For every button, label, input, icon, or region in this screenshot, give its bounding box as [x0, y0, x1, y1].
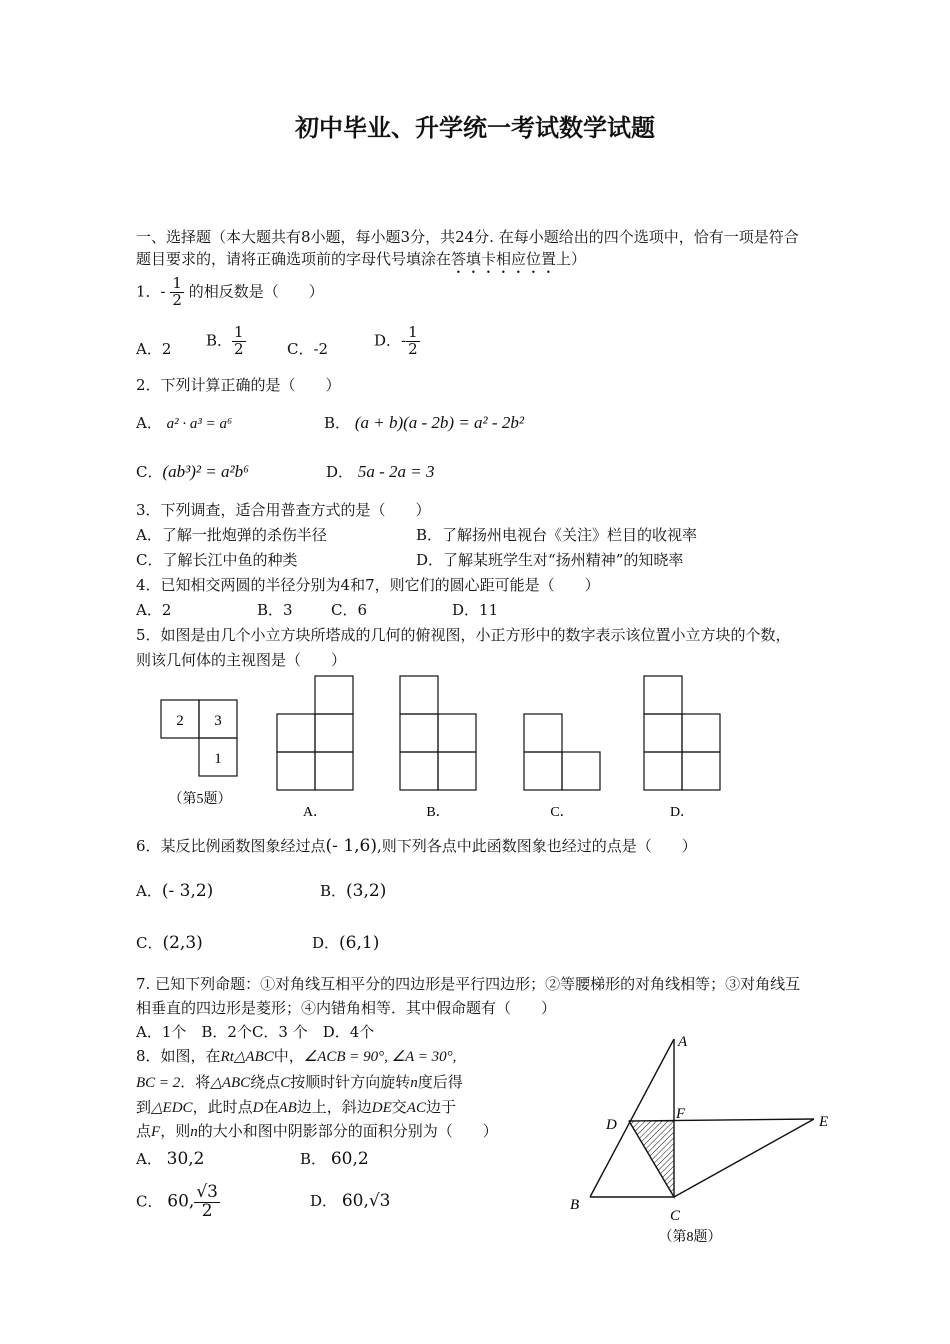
q6-a-label: A． — [136, 882, 162, 900]
q8-text: 8．如图，在 — [136, 1047, 221, 1065]
q8-text: 绕点 — [250, 1073, 281, 1091]
q6-option-c — [136, 932, 203, 953]
q8-b-value: 60,2 — [330, 1149, 369, 1169]
q6-option-a — [136, 880, 213, 901]
section-heading-line2 — [136, 248, 586, 277]
q1-b-fraction — [232, 325, 246, 358]
q8-option-c — [136, 1184, 220, 1221]
q8-math: n — [190, 1124, 198, 1140]
q8-math: C — [280, 1075, 291, 1091]
q8-caption: （第8题） — [658, 1230, 722, 1245]
q6-d-label: D． — [312, 934, 340, 952]
q4-option-b: B．3 — [257, 601, 293, 619]
label-a: A — [678, 1034, 688, 1050]
q3-option-d: D．了解某班学生对“扬州精神”的知晓率 — [416, 551, 684, 569]
q1-d-fraction — [406, 325, 420, 358]
q8-c-label: C． — [136, 1192, 163, 1211]
q1-option-b — [206, 325, 246, 358]
q1-fraction — [170, 276, 184, 309]
q2-c-expr: (ab³)² = a²b⁶ — [162, 462, 249, 481]
q8-text: 在 — [263, 1098, 279, 1116]
q2-b-label: B． — [324, 414, 351, 432]
q8-text: ，此时点 — [192, 1098, 253, 1116]
q8-text: 中， — [273, 1047, 304, 1065]
q6-d-value: (6,1) — [339, 933, 380, 953]
q8-math: △EDC — [151, 1100, 193, 1116]
q3-option-b: B．了解扬州电视台《关注》栏目的收视率 — [416, 526, 698, 544]
q1-frac-num: 1 — [172, 274, 182, 292]
q8-line3 — [136, 1096, 456, 1117]
q8-b-label: B． — [300, 1150, 327, 1168]
q3-option-a: A．了解一批炮弹的杀伤半径 — [136, 526, 327, 544]
q2-b-expr: (a + b)(a - 2b) = a² - 2b² — [354, 413, 524, 432]
q8-math: BC = 2 — [136, 1075, 181, 1091]
q2-option-c — [136, 461, 249, 482]
q8-math: AB — [278, 1100, 297, 1116]
q8-text: 的大小和图中阴影部分的面积分别为（ ） — [197, 1122, 498, 1140]
q2-c-label: C． — [136, 463, 163, 481]
heading-emphasis: 答填卡相应位置 — [451, 250, 557, 268]
q8-text: 按顺时针方向旋转 — [290, 1073, 411, 1091]
q3-option-c: C．了解长江中鱼的种类 — [136, 551, 298, 569]
q6-prefix: 6．某反比例函数图象经过点 — [136, 837, 326, 855]
segment-de — [629, 1119, 814, 1121]
q1-prefix: 1．- — [136, 282, 166, 301]
q5-grid-value: 2 — [176, 713, 184, 729]
q8-math: n — [410, 1075, 418, 1091]
q6-b-value: (3,2) — [346, 881, 387, 901]
q1-stem — [136, 276, 324, 309]
label-d: D — [606, 1117, 617, 1133]
q7-line2: 相垂直的四边形是菱形；④内错角相等．其中假命题有（ ） — [136, 999, 557, 1017]
q1-frac-den: 2 — [172, 290, 182, 309]
q6-c-value: (2,3) — [162, 933, 203, 953]
q2-stem: 2．下列计算正确的是（ ） — [136, 376, 341, 394]
q8-option-b — [300, 1148, 369, 1169]
q4-option-a: A．2 — [136, 601, 172, 619]
label-b: B — [570, 1197, 580, 1213]
q1-option-c: C．-2 — [287, 340, 329, 358]
q1-b-den: 2 — [234, 339, 244, 358]
q1-option-d — [374, 325, 420, 358]
q8-figure — [560, 1025, 850, 1255]
q7-line1: 7. 已知下列命题：①对角线互相平分的四边形是平行四边形；②等腰梯形的对角线相等；③对角线互 — [136, 975, 801, 993]
q1-b-label: B． — [206, 331, 233, 350]
q8-math: ∠ACB = 90°, ∠A = 30°, — [303, 1049, 457, 1065]
q8-text: ．将 — [180, 1073, 211, 1091]
q8-text: ，则 — [160, 1122, 191, 1140]
q6-b-label: B． — [320, 882, 347, 900]
q8-a-value: 30,2 — [166, 1149, 205, 1169]
q5-grid-value: 1 — [214, 751, 222, 767]
q8-a-label: A． — [136, 1150, 162, 1168]
q2-a-expr: a² · a³ = a⁶ — [166, 416, 233, 432]
q8-line1 — [136, 1045, 456, 1066]
q8-text: 度后得 — [417, 1073, 463, 1091]
q2-a-label: A． — [136, 414, 162, 432]
q6-a-value: (- 3,2) — [161, 881, 214, 901]
q8-option-a — [136, 1148, 204, 1169]
q6-stem — [136, 835, 697, 856]
q5-line1: 5．如图是由几个小立方块所塔成的几何的俯视图，小正方形中的数字表示该位置小立方块的个数， — [136, 626, 791, 644]
q8-c-num: √3 — [196, 1182, 218, 1202]
q4-option-d: D．11 — [452, 601, 499, 619]
q2-option-d — [326, 461, 434, 482]
q6-option-d — [312, 932, 379, 953]
q8-option-d — [310, 1190, 391, 1211]
q5-line2: 则该几何体的主视图是（ ） — [136, 651, 347, 669]
q5-label-a: A． — [302, 805, 328, 820]
q8-math: △ABC — [210, 1075, 251, 1091]
q8-c-den: 2 — [201, 1200, 213, 1221]
q8-text: 点 — [136, 1122, 152, 1140]
q2-d-expr: 5a - 2a = 3 — [357, 462, 435, 481]
q1-d-num: 1 — [408, 323, 418, 341]
q3-stem: 3．下列调查，适合用普查方式的是（ ） — [136, 501, 431, 519]
q5-caption: （第5题） — [168, 792, 232, 807]
segment-ec — [674, 1119, 814, 1197]
q8-text: 边上，斜边 — [296, 1098, 372, 1116]
page-title: 初中毕业、升学统一考试数学试题 — [295, 114, 655, 142]
q4-stem: 4．已知相交两圆的半径分别为4和7，则它们的圆心距可能是（ ） — [136, 576, 600, 594]
q1-b-num: 1 — [234, 323, 244, 341]
label-f: F — [676, 1106, 686, 1122]
q5-grid-value: 3 — [214, 713, 222, 729]
q8-math: Rt△ABC — [220, 1049, 274, 1065]
q2-option-b — [324, 412, 524, 433]
q5-label-c: C． — [550, 805, 574, 820]
q6-option-b — [320, 880, 386, 901]
q8-text: 边于 — [425, 1098, 456, 1116]
heading-text: 题目要求的，请将正确选项前的字母代号填涂在 — [136, 250, 452, 268]
q6-point: (- 1,6) — [325, 836, 377, 856]
q5-label-b: B． — [426, 805, 450, 820]
q8-math: D — [252, 1100, 264, 1116]
q8-line2 — [136, 1071, 463, 1092]
q6-suffix: ,则下列各点中此函数图象也经过的点是（ ） — [377, 837, 697, 855]
q8-c-fraction — [194, 1184, 220, 1221]
q2-option-a — [136, 412, 232, 433]
q1-d-label: D．- — [374, 331, 407, 350]
section-heading-line1: 一、选择题（本大题共有8小题，每小题3分，共24分. 在每小题给出的四个选项中，恰有一项是符合 — [136, 228, 799, 246]
label-e: E — [819, 1114, 829, 1130]
q8-math: AC — [406, 1100, 426, 1116]
q5-label-d: D． — [669, 805, 695, 820]
q8-d-label: D． — [310, 1192, 338, 1210]
label-c: C — [670, 1208, 681, 1224]
q8-line4 — [136, 1120, 498, 1141]
q8-text: 到 — [136, 1098, 152, 1116]
heading-tail: 上） — [556, 250, 587, 268]
q1-d-den: 2 — [408, 339, 418, 358]
q8-c-prefix: 60, — [167, 1191, 195, 1212]
q4-option-c: C．6 — [331, 601, 368, 619]
q8-d-value: 60,√3 — [341, 1191, 391, 1211]
q1-option-a: A．2 — [136, 340, 172, 358]
q8-math: F — [151, 1124, 161, 1140]
q7-options: A．1个 B．2个C．3 个 D．4个 — [136, 1023, 375, 1041]
q1-suffix: 的相反数是（ ） — [188, 282, 324, 301]
q5-figures — [150, 670, 740, 825]
q2-d-label: D． — [326, 463, 354, 481]
q8-math: DE — [371, 1100, 392, 1116]
q6-c-label: C． — [136, 934, 163, 952]
q8-text: 交 — [391, 1098, 407, 1116]
